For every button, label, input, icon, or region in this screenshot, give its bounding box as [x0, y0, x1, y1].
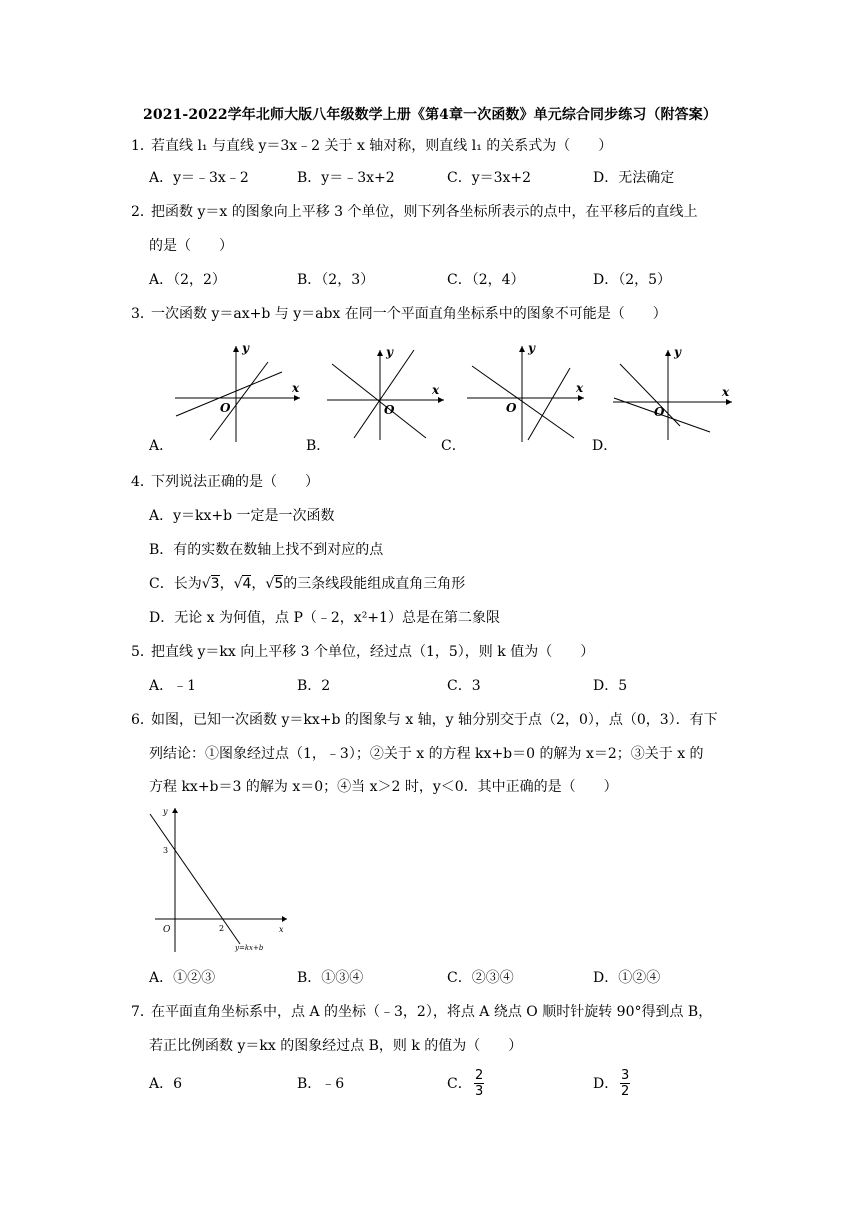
fraction-d-denominator: 2 — [621, 1084, 630, 1099]
option-d: D．①②④ — [593, 970, 661, 986]
option-a: A．6 — [149, 1076, 183, 1092]
option-a: A．①②③ — [149, 970, 216, 986]
option-a: A．﹣1 — [149, 678, 197, 694]
question-2-stem-continued: 的是（ ） — [149, 238, 233, 254]
separator: ， — [251, 576, 266, 592]
page-title: 2021-2022学年北师大版八年级数学上册《第4章一次函数》单元综合同步练习（附答案） — [143, 107, 717, 123]
sqrt-5: √5 — [265, 576, 284, 592]
question-number: 1． — [131, 138, 154, 154]
question-4-option-d: D．无论 x 为何值，点 P（﹣2，x²+1）总是在第二象限 — [149, 610, 500, 626]
question-stem: 如图，已知一次函数 y＝kx+b 的图象与 x 轴，y 轴分别交于点（2，0），点（0，3）．有下 — [151, 712, 718, 728]
question-2-options — [149, 270, 749, 290]
question-1-options — [149, 168, 749, 188]
question-5 — [131, 642, 741, 662]
option-a: A． — [149, 438, 174, 454]
fraction-c-denominator: 3 — [475, 1084, 484, 1099]
question-4-option-b: B．有的实数在数轴上找不到对应的点 — [149, 542, 384, 558]
question-4-option-a: A．y＝kx+b 一定是一次函数 — [149, 508, 335, 524]
fraction-d — [620, 1068, 630, 1099]
option-a: A．（2，2） — [149, 272, 226, 288]
option-c: C． — [441, 438, 466, 454]
axis-label-x: x — [576, 381, 584, 395]
line-1 — [472, 366, 574, 438]
question-7-stem-continued: 若正比例函数 y＝kx 的图象经过点 B，则 k 的值为（ ） — [149, 1038, 523, 1054]
sqrt-3: √3 — [201, 576, 220, 592]
option-b: B．2 — [297, 678, 331, 694]
option-c: C．（2，4） — [447, 272, 525, 288]
question-stem: 把函数 y＝x 的图象向上平移 3 个单位，则下列各坐标所表示的点中，在平移后的直线上 — [151, 204, 698, 220]
question-stem: 下列说法正确的是（ ） — [151, 474, 319, 490]
option-b: B． — [306, 438, 331, 454]
tick-label-x: 2 — [219, 924, 225, 933]
option-c: C．3 — [447, 678, 481, 694]
option-a: A．y＝﹣3x﹣2 — [149, 170, 249, 186]
option-b: B．（2，3） — [297, 272, 375, 288]
question-number: 5． — [131, 644, 154, 660]
option-c-prefix: C．长为 — [149, 576, 202, 592]
question-7 — [131, 1002, 741, 1022]
sqrt-4: √4 — [233, 576, 252, 592]
option-c: C． — [447, 1076, 472, 1092]
option-b: B．①③④ — [297, 970, 364, 986]
line-2 — [210, 362, 268, 440]
question-stem: 一次函数 y＝ax+b 与 y＝abx 在同一个平面直角坐标系中的图象不可能是（ ） — [151, 306, 667, 322]
question-stem: 在平面直角坐标系中，点 A 的坐标（﹣3，2），将点 A 绕点 O 顺时针旋转 90°得到点 B， — [151, 1004, 713, 1020]
origin-label: O — [384, 403, 395, 417]
graph-d — [608, 342, 738, 442]
question-1 — [131, 136, 741, 156]
axis-label-x: x — [722, 385, 730, 399]
graph-b — [322, 342, 452, 442]
question-5-options — [149, 676, 749, 696]
question-number: 2． — [131, 204, 154, 220]
question-3 — [131, 304, 741, 324]
option-d: D． — [592, 438, 618, 454]
axis-label-y: y — [242, 341, 249, 355]
fraction-c-numerator: 2 — [475, 1068, 484, 1083]
question-4-option-c — [149, 574, 465, 594]
axis-label-x: x — [292, 381, 300, 395]
axis-label-x: x — [432, 383, 440, 397]
question-number: 4． — [131, 474, 154, 490]
option-c-suffix: 的三条线段能组成直角三角形 — [283, 576, 466, 592]
option-d: D．（2，5） — [593, 272, 672, 288]
question-6-stem-continued-1: 列结论：①图象经过点（1，﹣3）；②关于 x 的方程 kx+b＝0 的解为 x＝2；③关于 x 的 — [149, 746, 704, 762]
option-c: C．y＝3x+2 — [447, 170, 532, 186]
axis-label-y: y — [528, 341, 535, 355]
origin-label: O — [654, 405, 665, 419]
question-2 — [131, 202, 741, 222]
axis-label-y: y — [163, 807, 168, 816]
option-c: C．②③④ — [447, 970, 514, 986]
option-d: D．5 — [593, 678, 628, 694]
question-4 — [131, 472, 741, 492]
question-6-stem-continued-2: 方程 kx+b＝3 的解为 x＝0；④当 x＞2 时，y＜0．其中正确的是（ ） — [149, 779, 618, 795]
fraction-c — [474, 1068, 484, 1099]
question-stem: 把直线 y＝kx 向上平移 3 个单位，经过点（1，5），则 k 值为（ ） — [151, 644, 595, 660]
question-7-options — [149, 1074, 749, 1094]
line-1 — [620, 364, 680, 426]
graph-c — [462, 340, 592, 444]
question-number: 7． — [131, 1004, 154, 1020]
option-d: D． — [593, 1076, 619, 1092]
fraction-d-numerator: 3 — [621, 1068, 630, 1083]
question-number: 3． — [131, 306, 154, 322]
line-2 — [354, 350, 414, 438]
question-stem: 若直线 l₁ 与直线 y＝3x﹣2 关于 x 轴对称，则直线 l₁ 的关系式为（ ） — [151, 138, 613, 154]
separator: ， — [219, 576, 234, 592]
option-b: B．﹣6 — [297, 1076, 345, 1092]
axis-label-y: y — [386, 345, 393, 359]
axis-label-x: x — [279, 925, 284, 934]
line-label: y=kx+b — [235, 944, 264, 952]
axis-label-y: y — [674, 345, 681, 359]
origin-label: O — [506, 401, 517, 415]
option-b: B．y＝﹣3x+2 — [297, 170, 395, 186]
option-d: D．无法确定 — [593, 170, 675, 186]
question-6-options — [149, 968, 749, 988]
graph-a — [170, 340, 310, 444]
tick-label-y: 3 — [163, 846, 169, 855]
origin-label: O — [220, 401, 231, 415]
question-3-options — [149, 436, 749, 456]
question-number: 6． — [131, 712, 154, 728]
origin-label: O — [163, 925, 171, 935]
graph-q6 — [145, 802, 295, 954]
question-6 — [131, 710, 741, 730]
line-2 — [528, 368, 570, 440]
